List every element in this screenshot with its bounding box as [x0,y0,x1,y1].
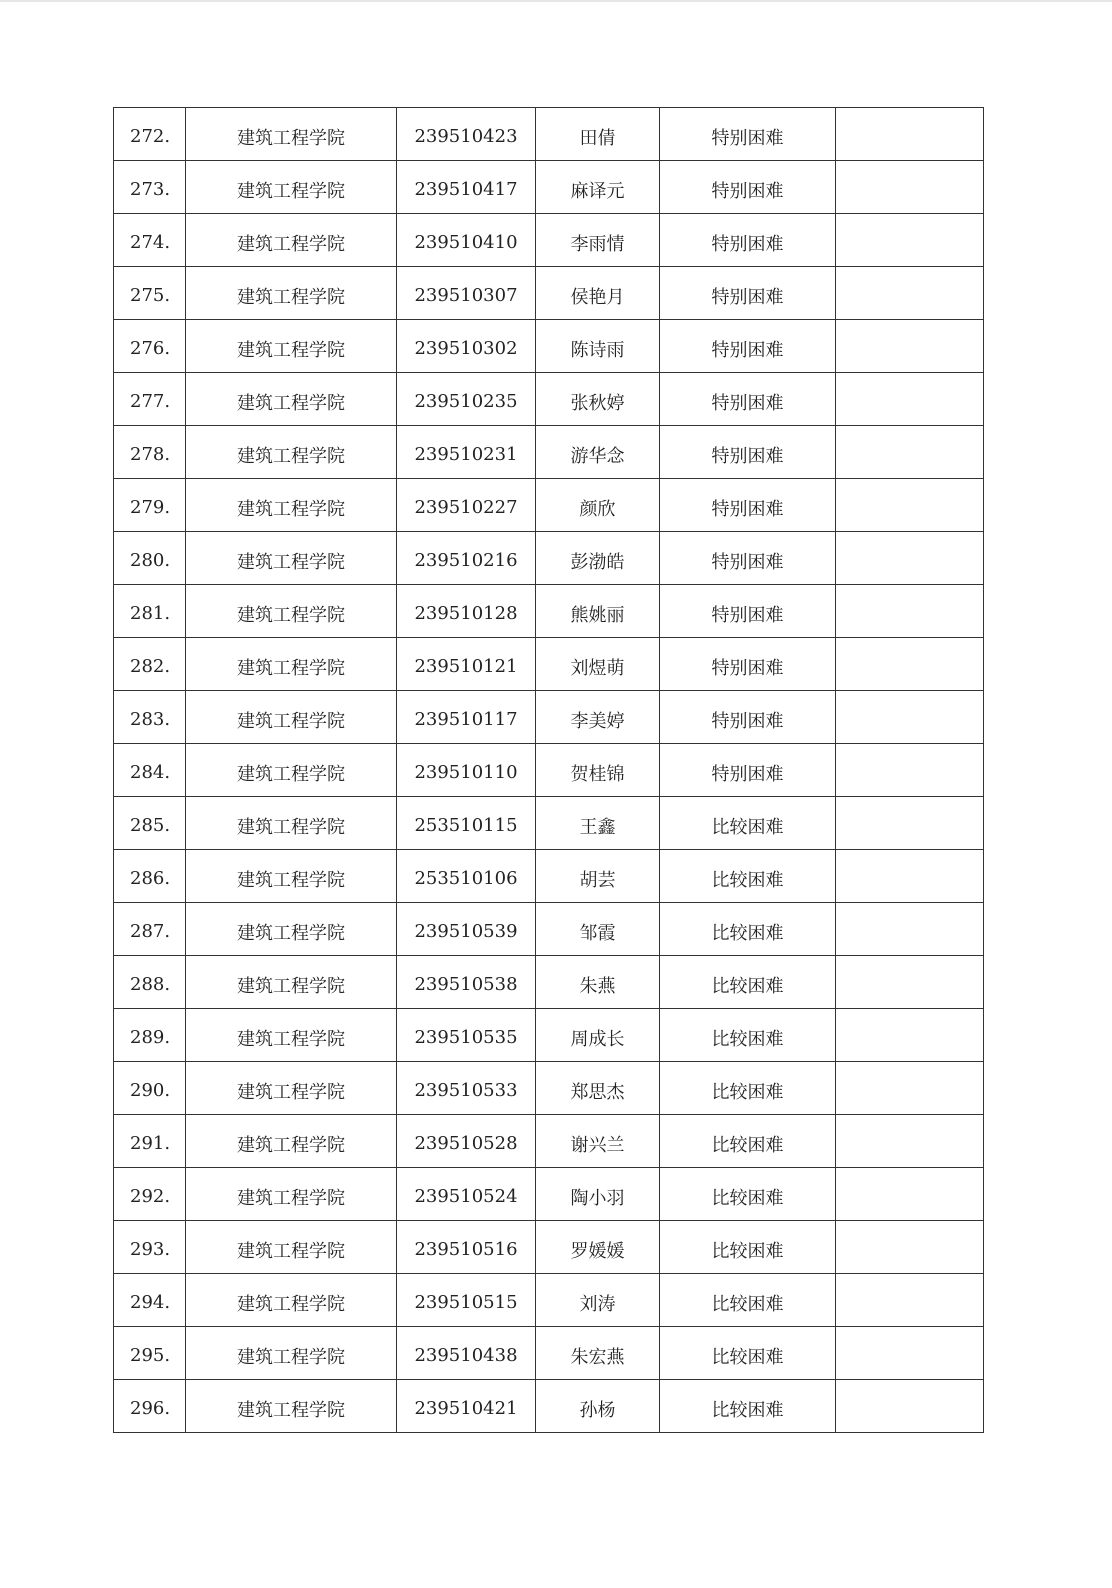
table-row [114,161,984,214]
cell-note [836,744,984,797]
cell-level: 比较困难 [660,1115,836,1168]
cell-level: 比较困难 [660,1062,836,1115]
table-row [114,214,984,267]
cell-college: 建筑工程学院 [186,267,397,320]
cell-college: 建筑工程学院 [186,426,397,479]
table-row [114,1062,984,1115]
cell-note [836,1380,984,1433]
cell-name: 彭渤皓 [536,532,660,585]
cell-seq: 293. [114,1221,186,1274]
cell-note [836,1062,984,1115]
cell-college: 建筑工程学院 [186,373,397,426]
cell-college: 建筑工程学院 [186,691,397,744]
cell-college: 建筑工程学院 [186,850,397,903]
cell-seq: 291. [114,1115,186,1168]
cell-level: 特别困难 [660,108,836,161]
cell-name: 胡芸 [536,850,660,903]
cell-seq: 279. [114,479,186,532]
student-roster-table [113,107,984,1433]
cell-level: 比较困难 [660,797,836,850]
cell-college: 建筑工程学院 [186,956,397,1009]
table-row [114,638,984,691]
cell-level: 特别困难 [660,691,836,744]
cell-note [836,797,984,850]
cell-level: 特别困难 [660,373,836,426]
cell-name: 郑思杰 [536,1062,660,1115]
cell-name: 张秋婷 [536,373,660,426]
cell-seq: 272. [114,108,186,161]
cell-student-id: 239510421 [397,1380,536,1433]
cell-name: 孙杨 [536,1380,660,1433]
cell-seq: 296. [114,1380,186,1433]
cell-note [836,638,984,691]
cell-seq: 285. [114,797,186,850]
cell-student-id: 239510128 [397,585,536,638]
cell-seq: 288. [114,956,186,1009]
cell-college: 建筑工程学院 [186,585,397,638]
table-row [114,1009,984,1062]
cell-student-id: 239510528 [397,1115,536,1168]
cell-level: 特别困难 [660,214,836,267]
cell-name: 田倩 [536,108,660,161]
cell-name: 朱燕 [536,956,660,1009]
table-row [114,320,984,373]
cell-student-id: 239510227 [397,479,536,532]
cell-seq: 287. [114,903,186,956]
page-top-rule [0,0,1112,2]
cell-student-id: 239510524 [397,1168,536,1221]
cell-level: 比较困难 [660,1009,836,1062]
cell-note [836,1221,984,1274]
cell-college: 建筑工程学院 [186,638,397,691]
table-row [114,108,984,161]
cell-name: 侯艳月 [536,267,660,320]
cell-note [836,956,984,1009]
cell-college: 建筑工程学院 [186,1009,397,1062]
table-row [114,850,984,903]
cell-note [836,267,984,320]
cell-seq: 277. [114,373,186,426]
cell-student-id: 239510539 [397,903,536,956]
cell-name: 李美婷 [536,691,660,744]
cell-seq: 292. [114,1168,186,1221]
cell-name: 李雨情 [536,214,660,267]
table-row [114,267,984,320]
table-row [114,1327,984,1380]
table-row [114,691,984,744]
table-row [114,585,984,638]
cell-seq: 283. [114,691,186,744]
cell-college: 建筑工程学院 [186,1168,397,1221]
cell-note [836,1327,984,1380]
cell-level: 特别困难 [660,532,836,585]
cell-seq: 284. [114,744,186,797]
cell-name: 颜欣 [536,479,660,532]
cell-seq: 289. [114,1009,186,1062]
cell-level: 特别困难 [660,267,836,320]
cell-seq: 280. [114,532,186,585]
cell-level: 特别困难 [660,744,836,797]
cell-college: 建筑工程学院 [186,161,397,214]
cell-name: 陈诗雨 [536,320,660,373]
cell-name: 谢兴兰 [536,1115,660,1168]
cell-college: 建筑工程学院 [186,479,397,532]
cell-student-id: 239510307 [397,267,536,320]
cell-college: 建筑工程学院 [186,214,397,267]
cell-seq: 281. [114,585,186,638]
cell-note [836,532,984,585]
cell-college: 建筑工程学院 [186,1062,397,1115]
cell-name: 王鑫 [536,797,660,850]
cell-seq: 273. [114,161,186,214]
cell-seq: 282. [114,638,186,691]
cell-student-id: 239510423 [397,108,536,161]
table-body [114,108,984,1433]
cell-note [836,1168,984,1221]
cell-name: 刘煜萌 [536,638,660,691]
cell-seq: 286. [114,850,186,903]
cell-seq: 294. [114,1274,186,1327]
cell-note [836,1009,984,1062]
cell-level: 比较困难 [660,1380,836,1433]
cell-note [836,691,984,744]
table-row [114,903,984,956]
cell-level: 特别困难 [660,585,836,638]
cell-level: 比较困难 [660,1221,836,1274]
cell-student-id: 239510231 [397,426,536,479]
cell-college: 建筑工程学院 [186,797,397,850]
cell-note [836,850,984,903]
cell-seq: 274. [114,214,186,267]
cell-student-id: 239510538 [397,956,536,1009]
cell-note [836,479,984,532]
cell-level: 特别困难 [660,161,836,214]
table-row [114,479,984,532]
cell-name: 罗媛媛 [536,1221,660,1274]
cell-student-id: 239510535 [397,1009,536,1062]
table-row [114,373,984,426]
cell-name: 周成长 [536,1009,660,1062]
cell-name: 游华念 [536,426,660,479]
cell-student-id: 239510516 [397,1221,536,1274]
cell-student-id: 239510515 [397,1274,536,1327]
cell-note [836,585,984,638]
table-row [114,956,984,1009]
table-row [114,1274,984,1327]
table-row [114,532,984,585]
table-row [114,1221,984,1274]
cell-note [836,426,984,479]
cell-college: 建筑工程学院 [186,532,397,585]
cell-name: 邹霞 [536,903,660,956]
cell-college: 建筑工程学院 [186,903,397,956]
cell-seq: 275. [114,267,186,320]
cell-student-id: 239510235 [397,373,536,426]
cell-level: 特别困难 [660,479,836,532]
cell-note [836,373,984,426]
cell-college: 建筑工程学院 [186,1380,397,1433]
cell-student-id: 239510121 [397,638,536,691]
cell-level: 特别困难 [660,426,836,479]
cell-college: 建筑工程学院 [186,1327,397,1380]
cell-college: 建筑工程学院 [186,320,397,373]
cell-note [836,903,984,956]
cell-student-id: 239510410 [397,214,536,267]
cell-seq: 278. [114,426,186,479]
cell-level: 比较困难 [660,1168,836,1221]
cell-level: 比较困难 [660,850,836,903]
cell-student-id: 239510110 [397,744,536,797]
table-row [114,744,984,797]
cell-seq: 290. [114,1062,186,1115]
cell-level: 特别困难 [660,638,836,691]
cell-student-id: 253510106 [397,850,536,903]
cell-college: 建筑工程学院 [186,1274,397,1327]
table-row [114,1168,984,1221]
cell-student-id: 239510117 [397,691,536,744]
cell-student-id: 239510302 [397,320,536,373]
cell-name: 刘涛 [536,1274,660,1327]
cell-level: 比较困难 [660,903,836,956]
table-row [114,1115,984,1168]
cell-college: 建筑工程学院 [186,1221,397,1274]
cell-level: 比较困难 [660,1274,836,1327]
cell-student-id: 253510115 [397,797,536,850]
cell-level: 特别困难 [660,320,836,373]
table-row [114,797,984,850]
cell-name: 朱宏燕 [536,1327,660,1380]
cell-college: 建筑工程学院 [186,108,397,161]
cell-level: 比较困难 [660,956,836,1009]
cell-note [836,1115,984,1168]
cell-seq: 276. [114,320,186,373]
cell-student-id: 239510533 [397,1062,536,1115]
cell-note [836,320,984,373]
cell-name: 熊姚丽 [536,585,660,638]
table-row [114,1380,984,1433]
cell-name: 陶小羽 [536,1168,660,1221]
cell-name: 贺桂锦 [536,744,660,797]
cell-college: 建筑工程学院 [186,744,397,797]
cell-note [836,108,984,161]
cell-seq: 295. [114,1327,186,1380]
cell-name: 麻译元 [536,161,660,214]
cell-level: 比较困难 [660,1327,836,1380]
table-row [114,426,984,479]
cell-note [836,214,984,267]
cell-note [836,1274,984,1327]
cell-college: 建筑工程学院 [186,1115,397,1168]
cell-student-id: 239510438 [397,1327,536,1380]
cell-student-id: 239510417 [397,161,536,214]
cell-note [836,161,984,214]
cell-student-id: 239510216 [397,532,536,585]
